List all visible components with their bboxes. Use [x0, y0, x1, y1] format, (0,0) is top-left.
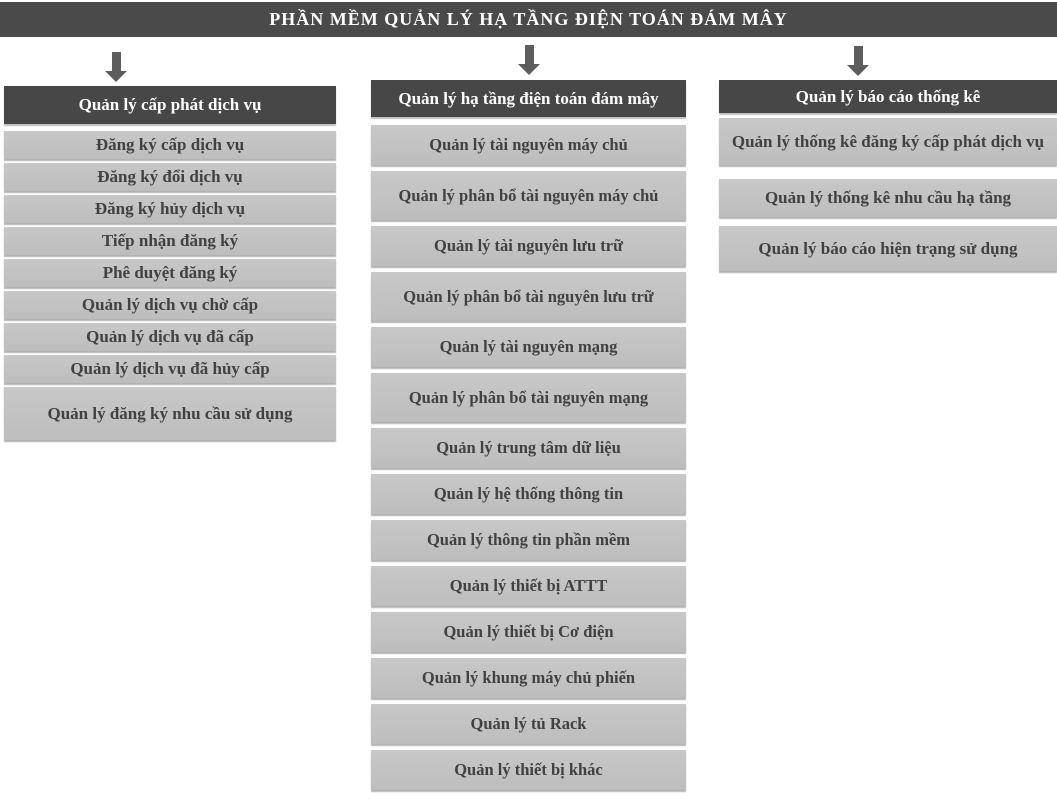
- feature-box: Quản lý báo cáo hiện trạng sử dụng: [719, 226, 1057, 271]
- title-banner: [0, 2, 1057, 37]
- down-arrow-icon: [518, 45, 540, 75]
- feature-box: Đăng ký hủy dịch vụ: [4, 195, 336, 223]
- feature-box: Quản lý thiết bị khác: [371, 750, 686, 790]
- feature-box: Quản lý thông tin phần mềm: [371, 520, 686, 560]
- feature-box: Quản lý phân bổ tài nguyên lưu trữ: [371, 272, 686, 321]
- column-cloud-infrastructure: [371, 80, 686, 796]
- column-header-cloud-infrastructure: Quản lý hạ tầng điện toán đám mây: [371, 80, 686, 117]
- feature-box: Quản lý phân bổ tài nguyên mạng: [371, 373, 686, 422]
- feature-box: Quản lý thiết bị Cơ điện: [371, 612, 686, 652]
- feature-box: Quản lý dịch vụ chờ cấp: [4, 291, 336, 319]
- arrow-head: [518, 64, 540, 75]
- down-arrow-icon: [847, 46, 869, 76]
- feature-box: Phê duyệt đăng ký: [4, 259, 336, 287]
- column-header-service-provisioning: Quản lý cấp phát dịch vụ: [4, 86, 336, 124]
- feature-box: Quản lý phân bổ tài nguyên máy chủ: [371, 171, 686, 220]
- column-service-provisioning: [4, 86, 336, 444]
- feature-box: Đăng ký cấp dịch vụ: [4, 131, 336, 159]
- feature-box: Quản lý thiết bị ATTT: [371, 566, 686, 606]
- down-arrow-icon: [105, 52, 127, 82]
- feature-box: Quản lý tài nguyên mạng: [371, 327, 686, 367]
- feature-box: Quản lý tủ Rack: [371, 704, 686, 744]
- feature-box: Quản lý tài nguyên lưu trữ: [371, 226, 686, 266]
- column-reports-statistics: [719, 80, 1057, 280]
- arrow-stem: [112, 52, 121, 71]
- feature-box: Quản lý đăng ký nhu cầu sử dụng: [4, 387, 336, 440]
- feature-box: Quản lý khung máy chủ phiến: [371, 658, 686, 698]
- feature-box: Tiếp nhận đăng ký: [4, 227, 336, 255]
- arrow-head: [847, 65, 869, 76]
- feature-box: Đăng ký đổi dịch vụ: [4, 163, 336, 191]
- feature-box: Quản lý trung tâm dữ liệu: [371, 428, 686, 468]
- feature-box: Quản lý hệ thống thông tin: [371, 474, 686, 514]
- arrow-head: [105, 71, 127, 82]
- arrow-stem: [525, 45, 534, 64]
- feature-box: Quản lý dịch vụ đã hủy cấp: [4, 355, 336, 383]
- feature-box: Quản lý dịch vụ đã cấp: [4, 323, 336, 351]
- feature-box: Quản lý tài nguyên máy chủ: [371, 125, 686, 165]
- feature-box: Quản lý thống kê nhu cầu hạ tầng: [719, 179, 1057, 217]
- diagram-title: PHẦN MỀM QUẢN LÝ HẠ TẦNG ĐIỆN TOÁN ĐÁM MÂY: [269, 9, 788, 29]
- feature-box: Quản lý thống kê đăng ký cấp phát dịch vụ: [719, 118, 1057, 165]
- column-header-reports-statistics: Quản lý báo cáo thống kê: [719, 80, 1057, 113]
- arrow-stem: [854, 46, 863, 65]
